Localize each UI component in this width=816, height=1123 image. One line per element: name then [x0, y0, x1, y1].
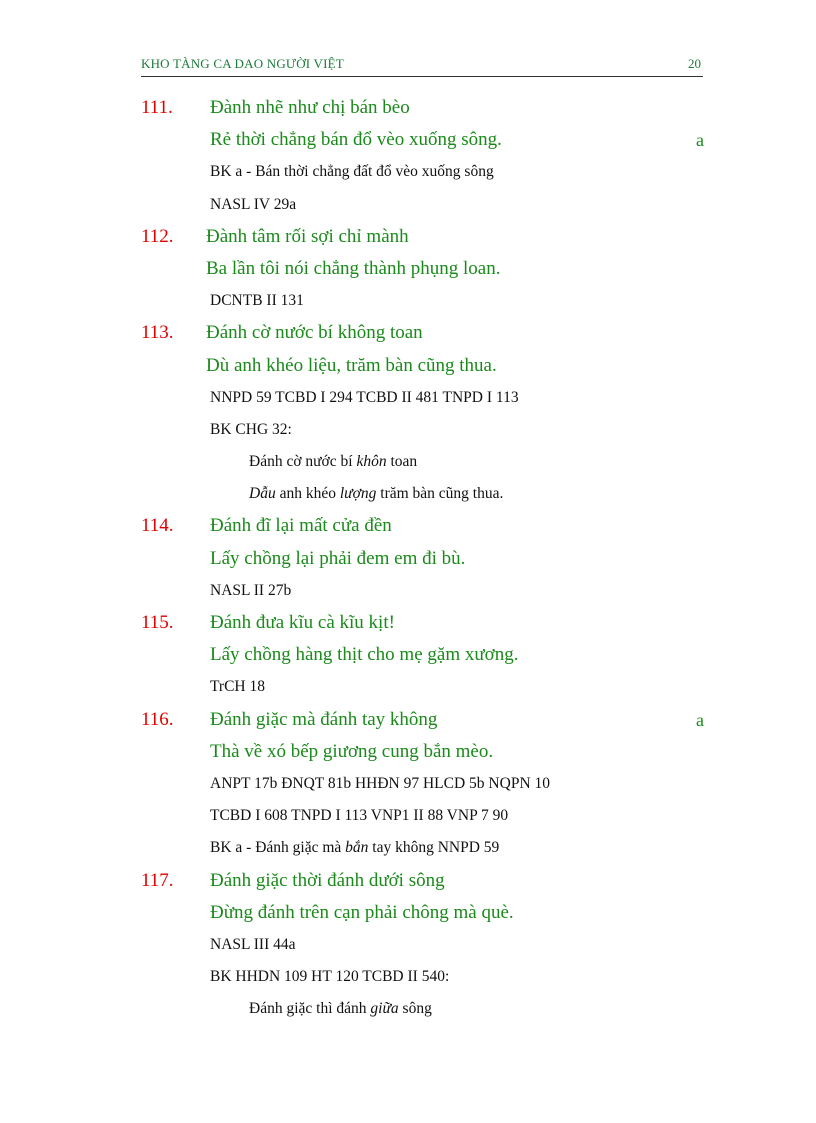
verse-text: Thà về xó bếp giương cung bắn mèo. — [210, 740, 494, 762]
verse-text: Lấy chồng lại phải đem em đi bù. — [210, 547, 466, 569]
source-note: TCBD I 608 TNPD I 113 VNP1 II 88 VNP 7 90 — [210, 807, 509, 825]
source-note: BK a - Bán thời chẳng đất đổ vèo xuống sông — [210, 163, 494, 181]
note-line — [0, 768, 816, 800]
verse-text: Đánh cờ nước bí không toan — [206, 322, 423, 344]
note-line — [0, 832, 816, 864]
note-line — [0, 156, 816, 188]
note-line — [0, 929, 816, 961]
entry-number: 117. — [141, 869, 174, 891]
source-note: NASL IV 29a — [210, 195, 297, 213]
verse-text: Đánh đĩ lại mất cửa đền — [210, 515, 392, 537]
source-note: ANPT 17b ĐNQT 81b HHĐN 97 HLCD 5b NQPN 10 — [210, 774, 551, 792]
verse-line — [0, 736, 816, 768]
verse-text: Đừng đánh trên cạn phải chông mà què. — [210, 901, 514, 923]
source-note: DCNTB II 131 — [210, 292, 304, 310]
note-segment: BK a - Đánh giặc mà — [210, 839, 346, 857]
verse-line — [0, 639, 816, 671]
variant-marker: a — [696, 709, 704, 730]
source-note: NASL III 44a — [210, 935, 296, 953]
verse-line — [0, 543, 816, 575]
verse-line — [0, 865, 816, 897]
note-line — [0, 285, 816, 317]
verse-text: Đánh đưa kĩu cà kĩu kịt! — [210, 612, 395, 633]
verse-text: Đánh giặc mà đánh tay không — [210, 708, 438, 730]
note-line — [0, 382, 816, 414]
verse-text: Dù anh khéo liệu, trăm bàn cũng thua. — [206, 354, 497, 376]
page-header — [141, 56, 703, 77]
variant-segment: trăm bàn cũng thua. — [376, 485, 504, 503]
note-segment: tay không NNPD 59 — [368, 839, 500, 857]
note-line — [0, 575, 816, 607]
entry-number: 114. — [141, 515, 174, 537]
variant-emphasis: lượng — [339, 485, 377, 503]
variant-segment: toan — [386, 453, 418, 471]
note-emphasis: bắn — [345, 839, 369, 857]
entry-number: 111. — [141, 97, 173, 118]
page-number: 20 — [688, 56, 701, 71]
note-line — [0, 671, 816, 703]
verse-text: Đành nhẽ như chị bán bèo — [210, 97, 410, 118]
variant-text — [249, 993, 432, 1025]
source-note: BK HHDN 109 HT 120 TCBD II 540: — [210, 968, 450, 986]
variant-emphasis: khôn — [356, 453, 387, 471]
verse-line — [0, 607, 816, 639]
source-note: NNPD 59 TCBD I 294 TCBD II 481 TNPD I 113 — [210, 388, 519, 406]
entry-number: 113. — [141, 322, 174, 344]
verse-text: Rẻ thời chẳng bán đổ vèo xuống sông. — [210, 129, 502, 151]
entry-number: 115. — [141, 612, 174, 633]
source-note — [210, 832, 499, 864]
verse-line — [0, 897, 816, 929]
verse-line — [0, 253, 816, 285]
note-line — [0, 961, 816, 993]
verse-text: Đánh giặc thời đánh dưới sông — [210, 869, 445, 891]
entry-number: 112. — [141, 225, 174, 247]
verse-text: Lấy chồng hàng thịt cho mẹ gặm xương. — [210, 644, 519, 666]
variant-line — [0, 993, 816, 1025]
variant-line — [0, 478, 816, 510]
verse-text: Đành tâm rối sợi chỉ mành — [206, 225, 409, 247]
book-title: KHO TÀNG CA DAO NGƯỜI VIỆT — [141, 56, 344, 71]
verse-line — [0, 221, 816, 253]
note-line — [0, 189, 816, 221]
entry-number: 116. — [141, 708, 174, 730]
page-content — [0, 92, 816, 1025]
verse-line — [0, 92, 816, 124]
note-line — [0, 800, 816, 832]
variant-text — [249, 478, 503, 510]
verse-line — [0, 704, 816, 736]
variant-segment: Đánh giặc thì đánh — [249, 1000, 371, 1018]
verse-line — [0, 317, 816, 349]
variant-segment: sông — [398, 1000, 432, 1018]
variant-segment: Đánh cờ nước bí — [249, 453, 357, 471]
note-line — [0, 414, 816, 446]
variant-emphasis: giữa — [370, 1000, 399, 1018]
verse-line — [0, 350, 816, 382]
source-note: NASL II 27b — [210, 581, 292, 599]
variant-line — [0, 446, 816, 478]
source-note: TrCH 18 — [210, 678, 265, 696]
variant-text — [249, 446, 417, 478]
verse-line — [0, 510, 816, 542]
verse-line — [0, 124, 816, 156]
verse-text: Ba lần tôi nói chẳng thành phụng loan. — [206, 257, 501, 279]
variant-segment: anh khéo — [275, 485, 340, 503]
variant-emphasis: Dẫu — [249, 485, 276, 503]
source-note: BK CHG 32: — [210, 420, 292, 438]
variant-marker: a — [696, 130, 704, 151]
